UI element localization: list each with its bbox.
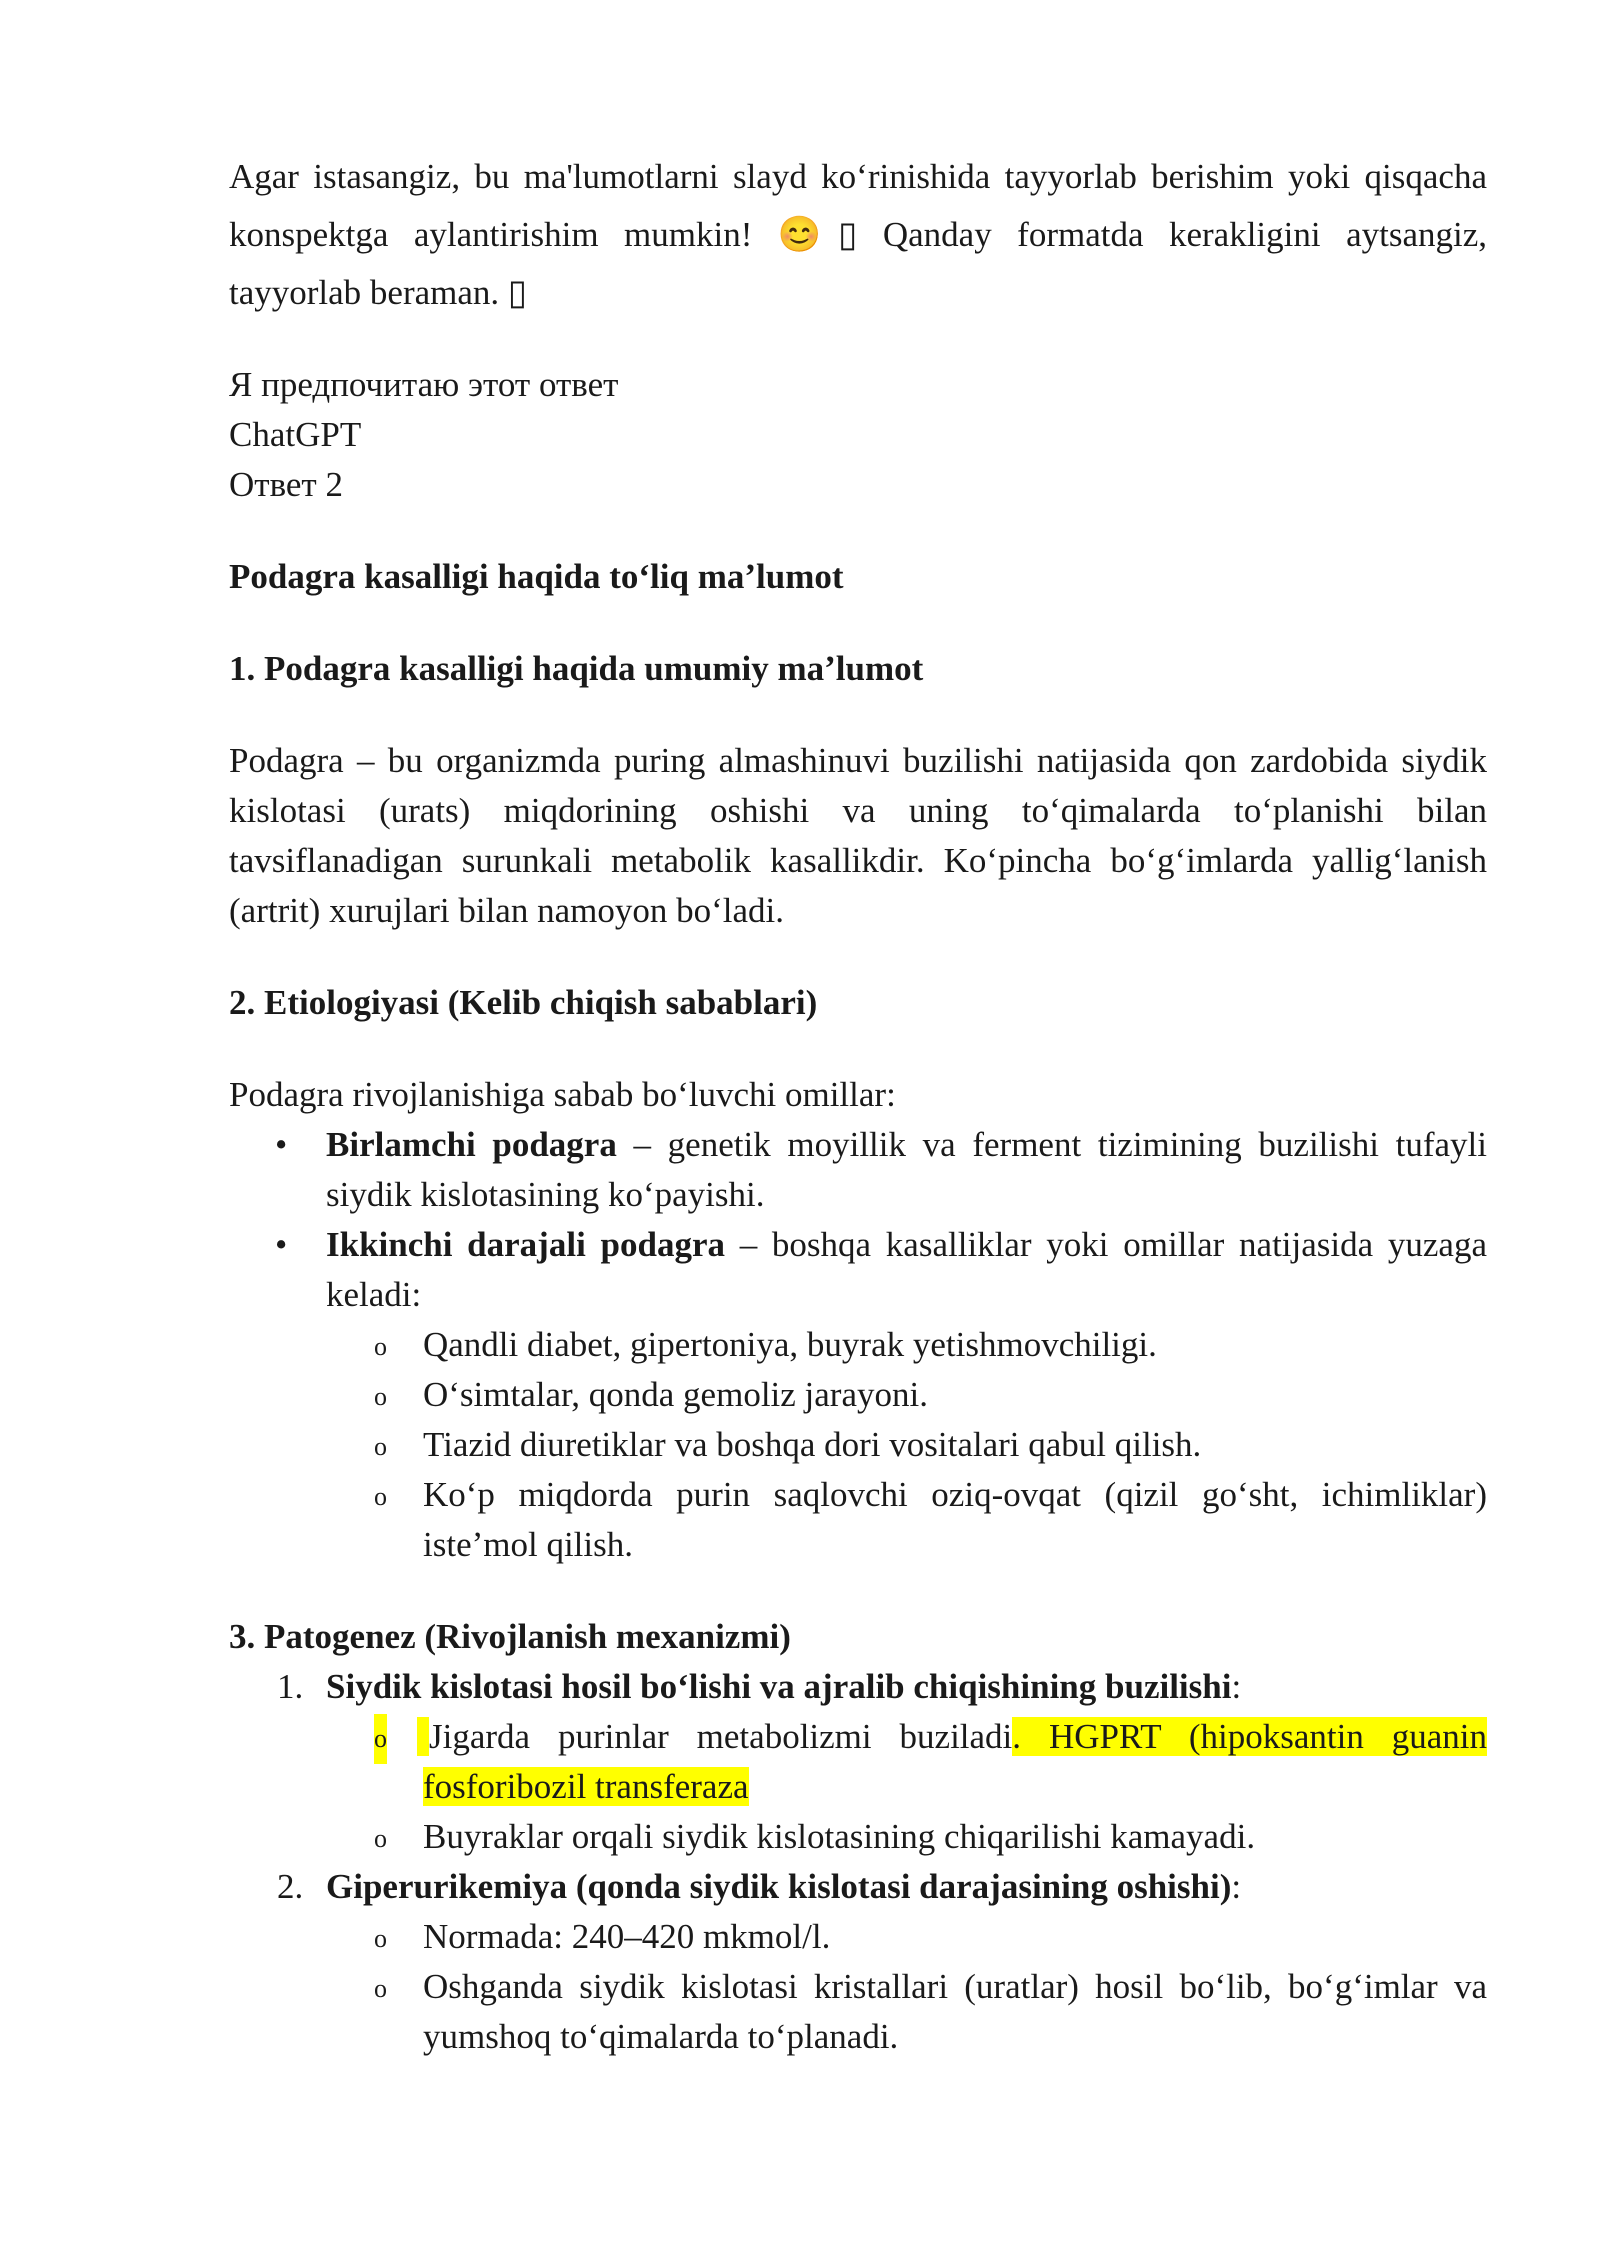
document-title: Podagra kasalligi haqida toʻliq maʼlumot — [229, 557, 844, 596]
section-2-heading: 2. Etiologiyasi (Kelib chiqish sabablari) — [229, 983, 818, 1022]
sub-item-text: Normada: 240–420 mkmol/l. — [423, 1917, 831, 1956]
circle-bullet-icon: o — [374, 1432, 387, 1461]
colon: : — [1231, 1667, 1242, 1706]
etiology-list — [229, 1120, 1487, 1570]
circle-bullet-icon: o — [374, 1382, 387, 1411]
list-item — [229, 1862, 1487, 2062]
section-3-heading: 3. Patogenez (Rivojlanish mexanizmi) — [229, 1617, 791, 1656]
term-bold: Ikkinchi darajali podagra — [326, 1225, 725, 1264]
bullet-icon: • — [275, 1125, 288, 1164]
section-2-intro: Podagra rivojlanishiga sabab boʻluvchi omillar: — [229, 1075, 896, 1114]
item-number: 2. — [277, 1867, 304, 1906]
circle-bullet-icon: o — [374, 1824, 387, 1853]
circle-bullet-icon: o — [374, 1332, 387, 1361]
list-item — [229, 1712, 1487, 1812]
section-1-body: Podagra – bu organizmda puring almashinuvi buzilishi natijasida qon zardobida siydik kislotasi (urats) miqdorining oshishi va uning toʻqimalarda toʻplanishi bilan tavsiflanadigan surunkali metabolik kasallikdir. Koʻpincha boʻgʻimlarda yalligʻlanish (artrit) xurujlari bilan namoyon boʻladi. — [229, 741, 1487, 930]
list-item — [229, 1662, 1487, 1862]
list-item — [229, 1320, 1487, 1370]
sub-item-text: Oshganda siydik kislotasi kristallari (uratlar) hosil boʻlib, boʻgʻimlar va yumshoq toʻqimalarda toʻplanadi. — [423, 1967, 1487, 2056]
sub-item-text — [326, 1712, 1487, 1812]
document-page — [229, 148, 1487, 2062]
list-item — [229, 1912, 1487, 1962]
sub-item-text: Koʻp miqdorda purin saqlovchi oziq-ovqat (qizil goʻsht, ichimliklar) isteʼmol qilish. — [423, 1475, 1487, 1564]
sub-item-plain: Jigarda purinlar metabolizmi buziladi — [429, 1717, 1013, 1756]
list-item — [229, 1962, 1487, 2062]
list-item — [229, 1812, 1487, 1862]
answer-number-label: Ответ 2 — [229, 465, 343, 504]
circle-bullet-icon: o — [374, 1974, 387, 2003]
bullet-icon: • — [275, 1225, 288, 1264]
section-1-heading: 1. Podagra kasalligi haqida umumiy maʼlumot — [229, 649, 924, 688]
list-item — [229, 1470, 1487, 1570]
sub-item-text: Qandli diabet, gipertoniya, buyrak yetishmovchiligi. — [423, 1325, 1157, 1364]
list-item — [229, 1370, 1487, 1420]
author-label: ChatGPT — [229, 415, 362, 454]
highlight-gap — [417, 1717, 429, 1756]
term-bold: Giperurikemiya (qonda siydik kislotasi darajasining oshishi) — [326, 1867, 1232, 1906]
term-description: – boshqa kasalliklar yoki omillar natijasida yuzaga keladi: — [326, 1225, 1487, 1314]
sub-list — [229, 1712, 1487, 1862]
highlighted-text: . HGPRT (hipoksantin guanin fosforibozil transferaza — [423, 1717, 1487, 1806]
sub-item-text: Tiazid diuretiklar va boshqa dori vositalari qabul qilish. — [423, 1425, 1202, 1464]
term-bold: Siydik kislotasi hosil boʻlishi va ajralib chiqishining buzilishi — [326, 1667, 1232, 1706]
sub-list — [229, 1912, 1487, 2062]
intro-paragraph: Agar istasangiz, bu ma'lumotlarni slayd koʻrinishida tayyorlab berishim yoki qisqacha konspektga aylantirishim mumkin! 😊▯ Qanday formatda kerakligini aytsangiz, tayyorlab beraman. ▯ — [229, 157, 1487, 312]
colon: : — [1231, 1867, 1242, 1906]
secondary-causes-list — [229, 1320, 1487, 1570]
sub-item-text: Buyraklar orqali siydik kislotasining chiqarilishi kamayadi. — [423, 1817, 1256, 1856]
term-bold: Birlamchi podagra — [326, 1125, 617, 1164]
circle-bullet-icon: o — [374, 1924, 387, 1953]
circle-bullet-icon: o — [374, 1714, 387, 1764]
circle-bullet-icon: o — [374, 1482, 387, 1511]
sub-item-text: Oʻsimtalar, qonda gemoliz jarayoni. — [423, 1375, 928, 1414]
item-number: 1. — [277, 1667, 304, 1706]
list-item — [229, 1120, 1487, 1220]
prefer-answer-label[interactable]: Я предпочитаю этот ответ — [229, 365, 619, 404]
pathogenesis-list — [229, 1662, 1487, 2062]
chat-meta — [229, 360, 1487, 510]
term-description: – genetik moyillik va ferment tizimining buzilishi tufayli siydik kislotasining koʻpayishi. — [326, 1125, 1487, 1214]
list-item — [229, 1220, 1487, 1570]
list-item — [229, 1420, 1487, 1470]
